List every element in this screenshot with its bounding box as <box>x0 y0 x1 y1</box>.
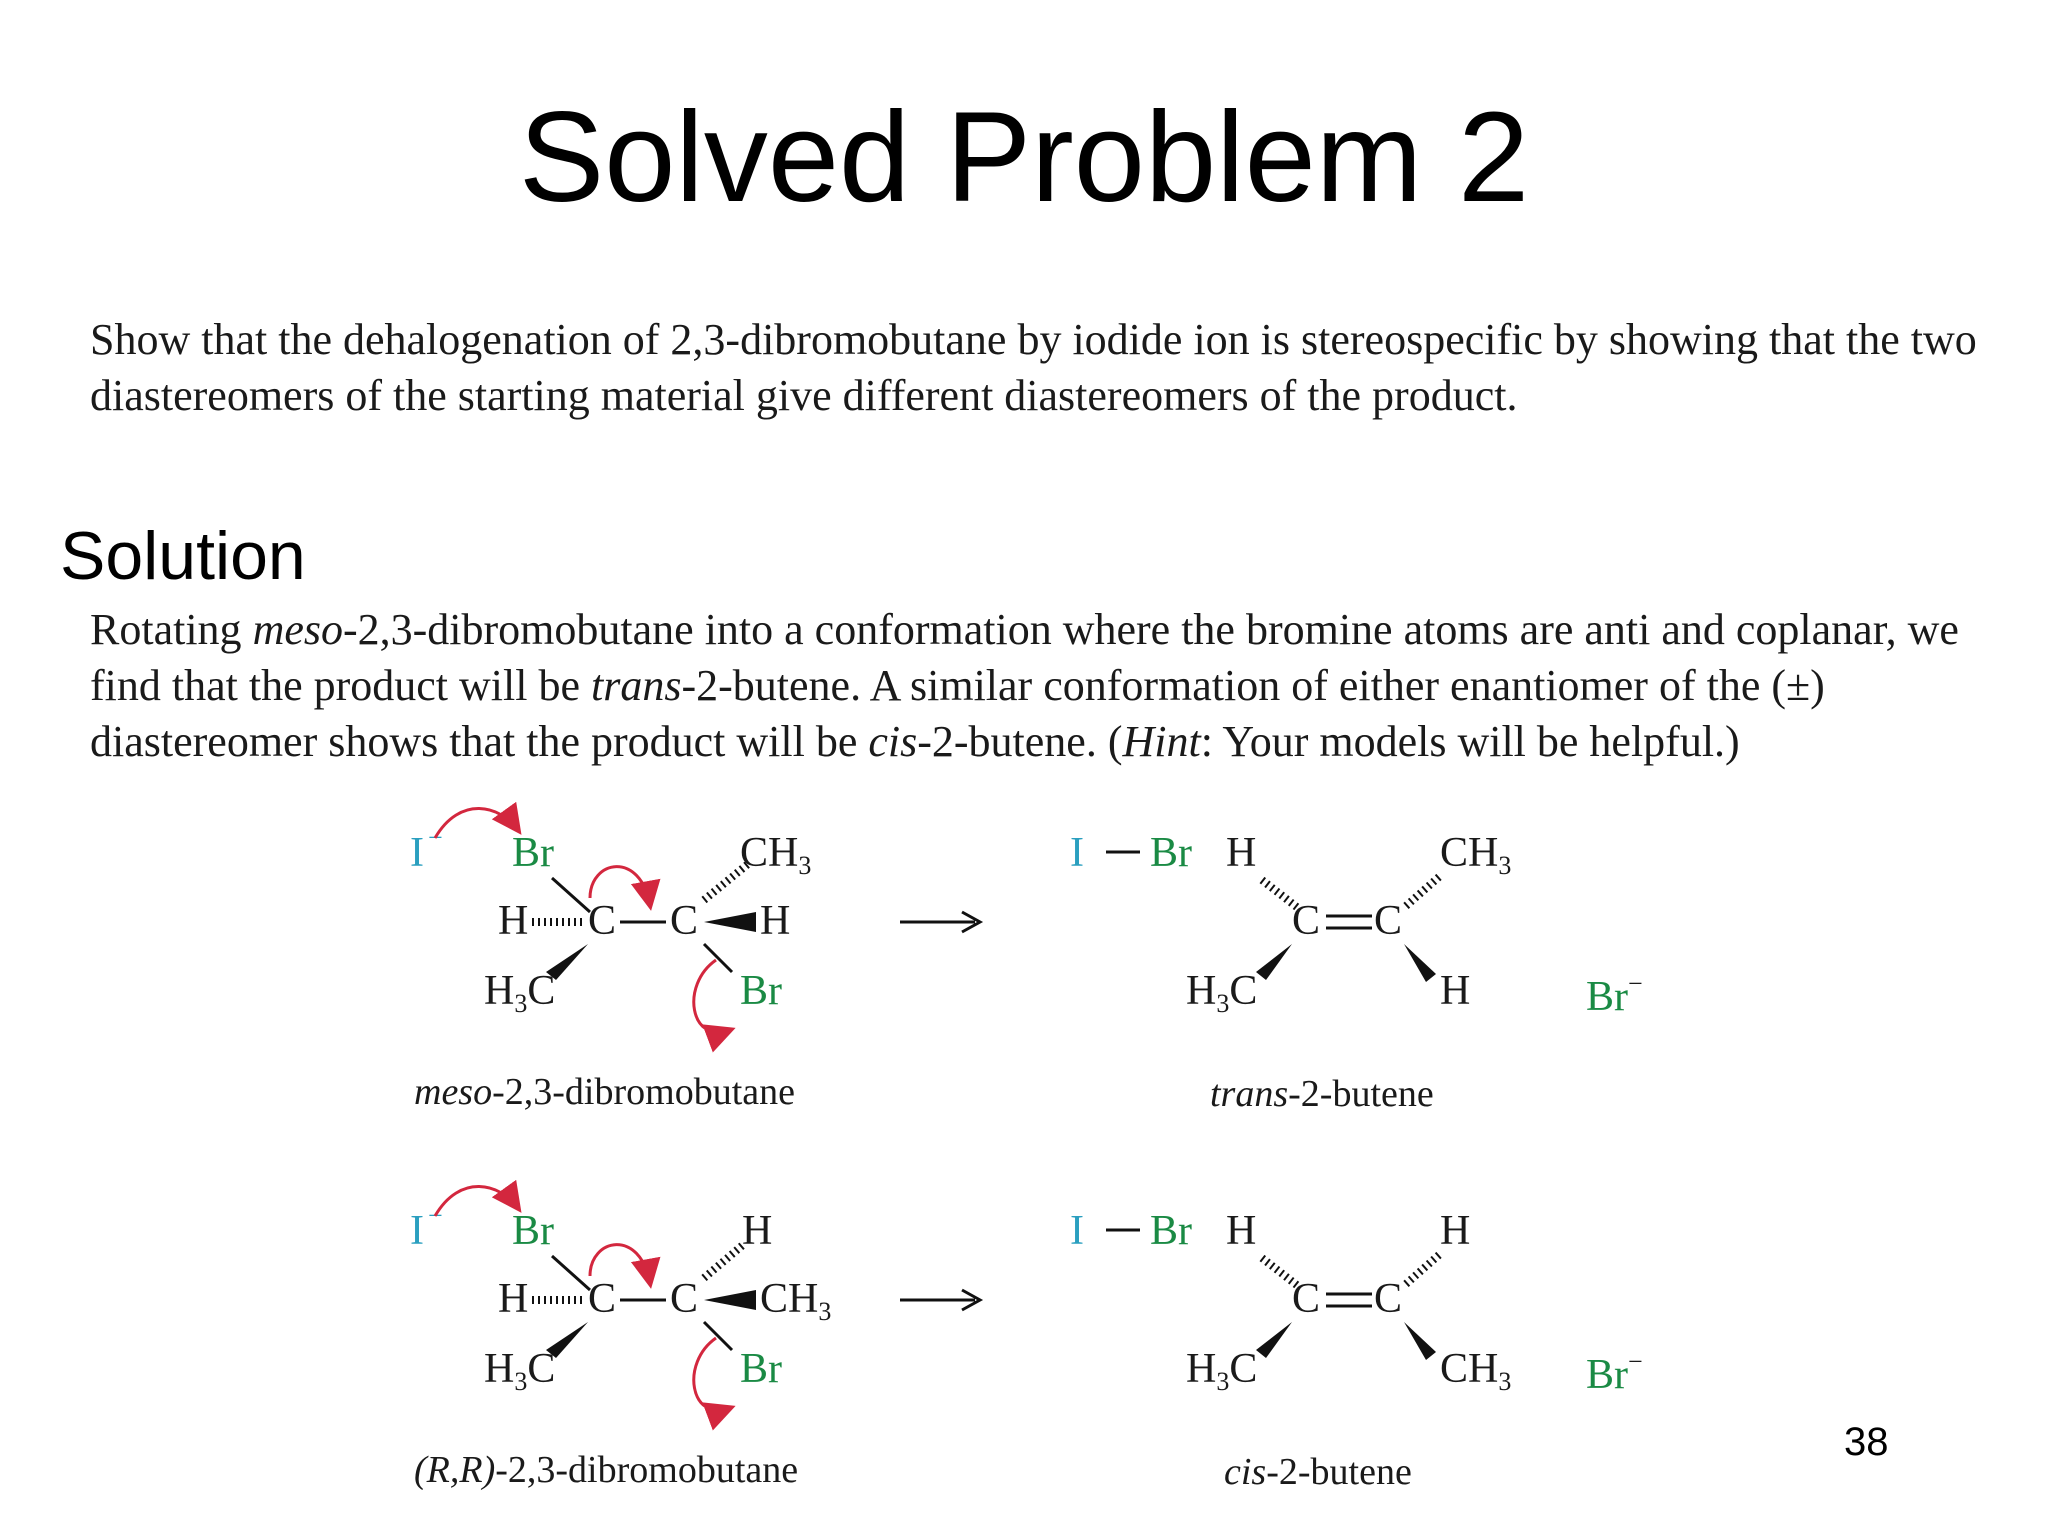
alkene-carbon-right: C <box>1374 1276 1403 1322</box>
page-number: 38 <box>1844 1420 1889 1464</box>
product-trans-2-butene <box>1070 830 1643 1115</box>
reactant-rr-2-3-dibromobutane <box>410 1186 831 1491</box>
bromine-atom-top: Br <box>512 1208 554 1254</box>
bond-br-c2 <box>552 878 590 912</box>
problem-statement: Show that the dehalogenation of 2,3-dibromobutane by iodide ion is stereospecific by showing that the two diastereomers of the starting material give different diastereomers of the product. <box>90 315 1977 420</box>
methyl-top-right: CH3 <box>1440 830 1512 880</box>
curved-arrow-iodide-attack <box>435 808 518 838</box>
hydrogen-atom-top-right: H <box>742 1208 773 1254</box>
wedge-bond-c-methyl-bottom-left <box>1256 944 1292 980</box>
bromide-ion: Br− <box>1586 969 1643 1020</box>
bromine-atom-bottom: Br <box>740 968 782 1014</box>
curved-arrow-bromide-leave <box>694 1338 730 1410</box>
iodide-atom: I <box>410 830 424 876</box>
wedge-bond-c-methyl-bottom-left <box>1256 1322 1292 1358</box>
slide-title: Solved Problem 2 <box>518 86 1530 229</box>
reaction-1 <box>410 808 1643 1115</box>
carbon-atom-2: C <box>588 1276 617 1322</box>
product-name: trans-2-butene <box>1210 1073 1434 1115</box>
alkene-carbon-left: C <box>1292 898 1321 944</box>
methyl-bottom-left: H3C <box>1186 968 1258 1018</box>
methyl-group-right: CH3 <box>760 1276 832 1326</box>
hydrogen-bottom-right: H <box>1440 968 1471 1014</box>
hydrogen-atom-left: H <box>498 898 529 944</box>
alkene-carbon-right: C <box>1374 898 1403 944</box>
hashed-bond-c-h-top-right <box>1406 1254 1440 1284</box>
hydrogen-atom-right: H <box>760 898 791 944</box>
iodide-charge: − <box>428 823 443 852</box>
methyl-bottom-left: H3C <box>1186 1346 1258 1396</box>
bond-br-c2 <box>552 1256 590 1290</box>
reactant-name: (R,R)-2,3-dibromobutane <box>414 1449 799 1491</box>
bromine-atom-top: Br <box>512 830 554 876</box>
solution-text: Rotating meso-2,3-dibromobutane into a conformation where the bromine atoms are anti and coplanar, we find that the product will be trans-2-butene. A similar conformation of either enantiomer of the (±) diastereomer shows that the product will be cis-2-butene. (Hint: Your models will be helpful.) <box>90 605 1959 766</box>
curved-arrow-bromide-leave <box>694 960 730 1032</box>
reactant-meso-2-3-dibromobutane <box>410 808 811 1113</box>
hydrogen-top-left: H <box>1226 830 1257 876</box>
reactant-name: meso-2,3-dibromobutane <box>414 1071 795 1113</box>
methyl-group-left: H3C <box>484 968 556 1018</box>
reaction-2 <box>410 1186 1643 1493</box>
bromide-ion: Br− <box>1586 1347 1643 1398</box>
product-name: cis-2-butene <box>1224 1451 1412 1493</box>
alkene-carbon-left: C <box>1292 1276 1321 1322</box>
curved-arrow-iodide-attack <box>435 1186 518 1216</box>
carbon-atom-3: C <box>670 898 699 944</box>
wedge-bond-c3-h <box>704 912 756 932</box>
iodide-charge: − <box>428 1201 443 1230</box>
carbon-atom-2: C <box>588 898 617 944</box>
iodine-atom: I <box>1070 830 1084 876</box>
iodine-bromide-br: Br <box>1150 1208 1192 1254</box>
wedge-bond-c-methyl-bottom-right <box>1404 1322 1436 1360</box>
methyl-group-left: H3C <box>484 1346 556 1396</box>
methyl-bottom-right: CH3 <box>1440 1346 1512 1396</box>
hydrogen-top-left: H <box>1226 1208 1257 1254</box>
solution-heading: Solution <box>60 518 306 594</box>
iodine-atom: I <box>1070 1208 1084 1254</box>
methyl-group-right: CH3 <box>740 830 812 880</box>
iodide-atom: I <box>410 1208 424 1254</box>
iodine-bromide-br: Br <box>1150 830 1192 876</box>
hashed-bond-c3-h <box>704 1244 744 1278</box>
product-cis-2-butene <box>1070 1208 1643 1493</box>
hydrogen-atom-left: H <box>498 1276 529 1322</box>
wedge-bond-c3-methyl <box>704 1290 756 1310</box>
carbon-atom-3: C <box>670 1276 699 1322</box>
hydrogen-top-right: H <box>1440 1208 1471 1254</box>
bromine-atom-bottom: Br <box>740 1346 782 1392</box>
wedge-bond-c-h-bottom-right <box>1404 944 1436 982</box>
hashed-bond-c-methyl-top-right <box>1406 876 1440 906</box>
